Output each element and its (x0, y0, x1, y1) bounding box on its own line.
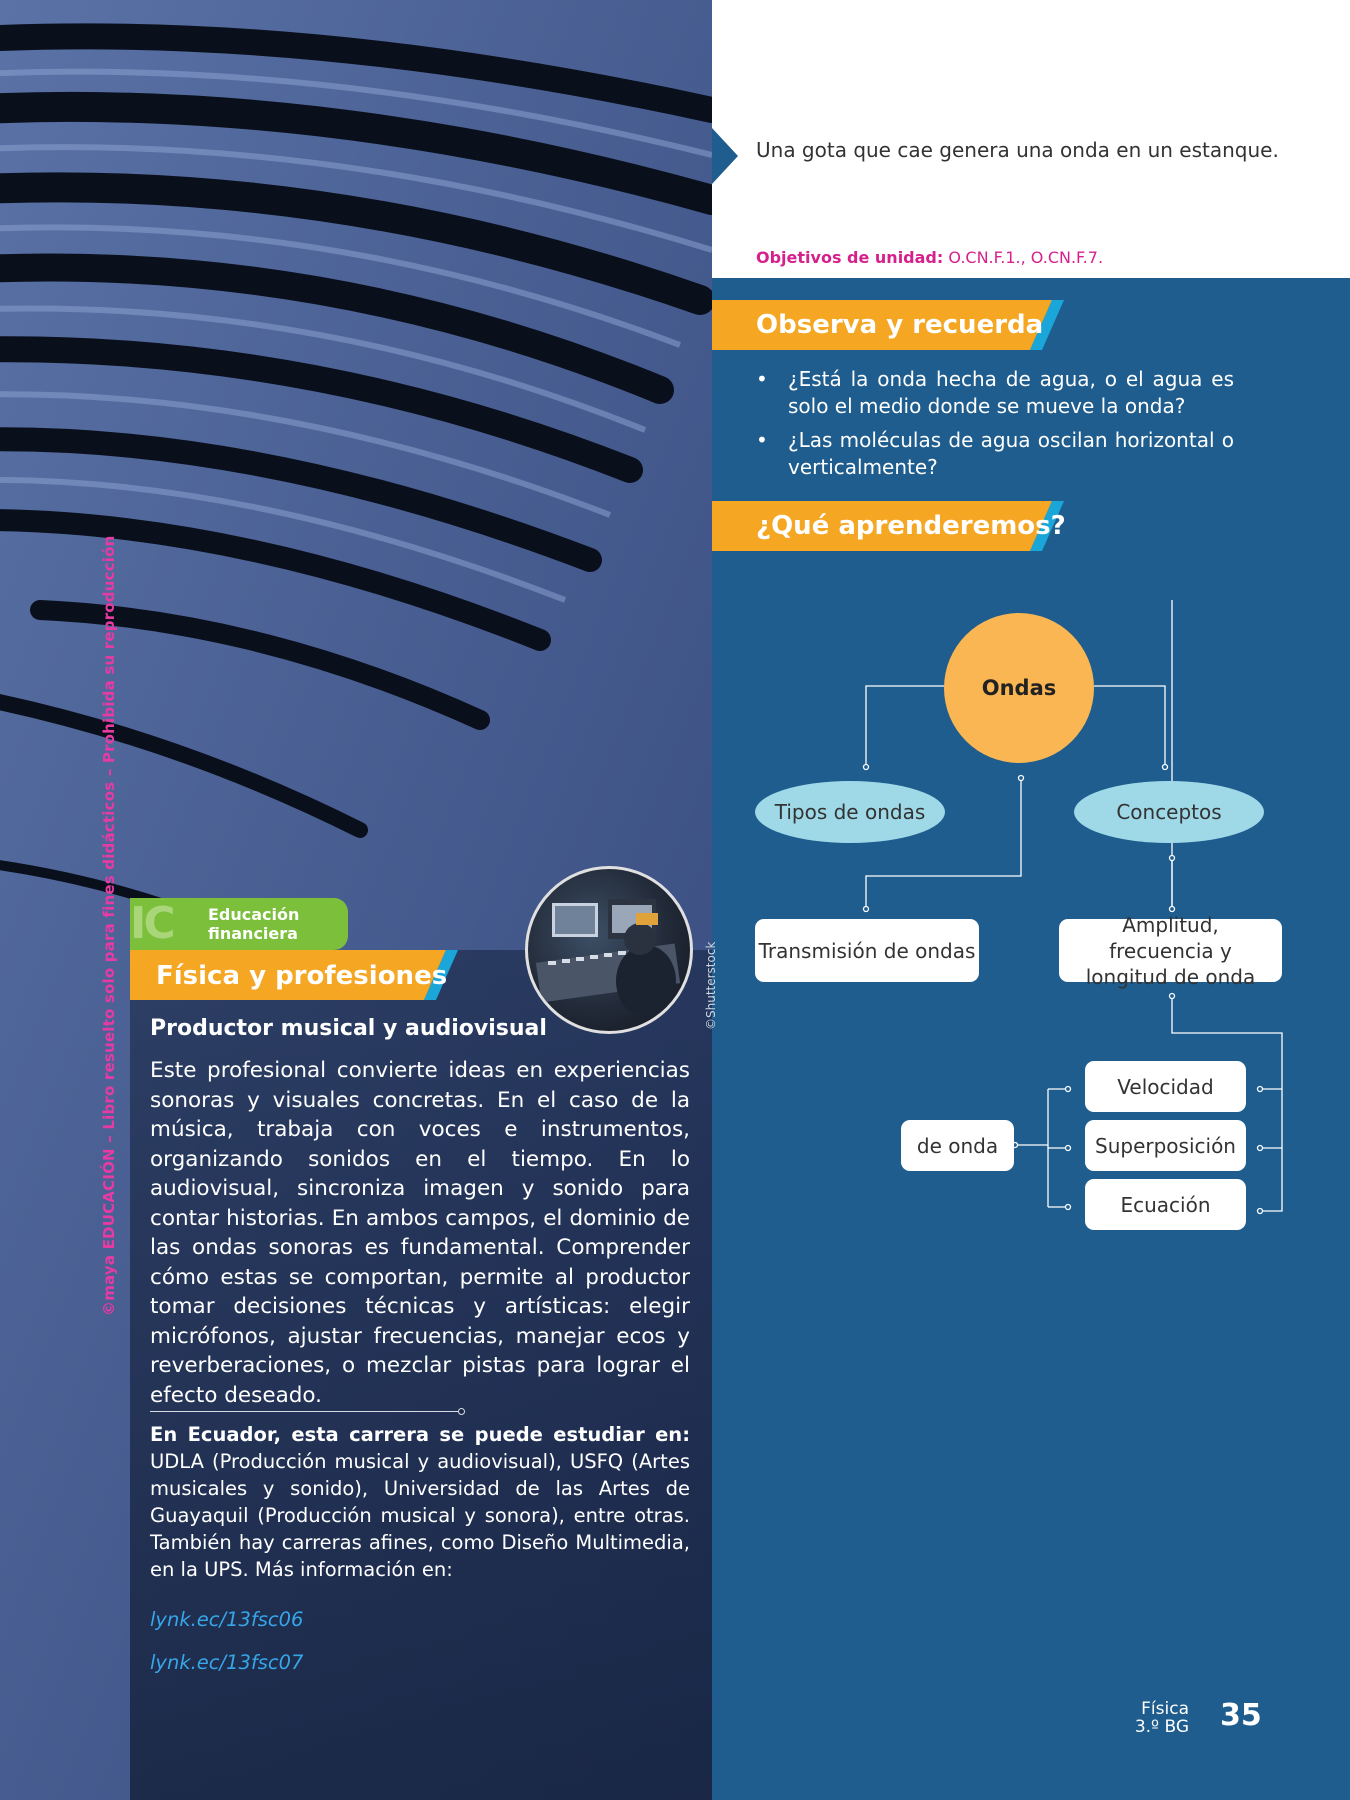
link-lynk-13fsc07[interactable]: lynk.ec/13fsc07 (150, 1651, 304, 1674)
studio-illustration (528, 869, 690, 1031)
objectives-value: O.CN.F.1., O.CN.F.7. (948, 248, 1104, 267)
concept-box-superposicion: Superposición (1085, 1120, 1246, 1171)
concept-box-velocidad: Velocidad (1085, 1061, 1246, 1112)
profession-body: Este profesional convierte ideas en experiencias sonoras y visuales concretas. En el caso de la música, trabaja con voces e instrumentos, organizando sonidos en el tiempo. En lo audiovisual, sincroniza imagen y sonido para contar historias. En ambos campos, el dominio de las ondas sonoras es fundamental. Comprender cómo estas se comportan, permite al productor tomar decisiones técnicas y artísticas: elegir micrófonos, ajustar frecuencias, manejar ecos y reverberaciones, o mezclar pistas para lograr el efecto deseado. (150, 1058, 690, 1408)
question-text: ¿Está la onda hecha de agua, o el agua es solo el medio donde se mueve la onda? (788, 367, 1234, 418)
footer-grade: 3.º BG (1134, 1717, 1189, 1737)
profession-title: Productor musical y audiovisual (150, 1016, 547, 1041)
photo-caption: Una gota que cae genera una onda en un estanque. (756, 138, 1279, 162)
music-studio-photo (525, 866, 693, 1034)
study-label: En Ecuador, esta carrera se puede estudiar en: (150, 1423, 690, 1446)
bullet: • (756, 367, 768, 391)
concept-map (712, 600, 1350, 1260)
photo-credit: ©Shutterstock (704, 941, 718, 1030)
footer-subject-name: Física (1141, 1699, 1189, 1719)
profession-banner-title: Física y profesiones (156, 961, 448, 991)
study-text: UDLA (Producción musical y audiovisual), USFQ (Artes musicales y sonido), Universidad de las Artes de Guayaquil (Producción musical y sonora), entre otras. También hay carreras afines, como Diseño Multimedia, en la UPS. Más información en: (150, 1450, 690, 1581)
question-text: ¿Las moléculas de agua oscilan horizontal o verticalmente? (788, 428, 1234, 479)
question-item (756, 366, 1234, 420)
concept-oval-conceptos: Conceptos (1074, 781, 1264, 843)
study-info (150, 1421, 690, 1583)
footer-subject (1100, 1700, 1189, 1736)
copyright-watermark: ©maya EDUCACIÓN – Libro resuelto solo para fines didácticos – Prohibida su reproducción (100, 535, 118, 1316)
page-number: 35 (1220, 1698, 1262, 1733)
profession-banner (130, 950, 470, 1000)
unit-objectives (756, 248, 1103, 267)
concept-box-de-onda: de onda (901, 1120, 1014, 1171)
aprenderemos-title: ¿Qué aprenderemos? (756, 511, 1066, 541)
divider-dot (458, 1408, 465, 1415)
concept-oval-tipos: Tipos de ondas (755, 781, 945, 843)
question-item (756, 427, 1234, 481)
link-lynk-13fsc06[interactable]: lynk.ec/13fsc06 (150, 1608, 304, 1631)
concept-box-ecuacion: Ecuación (1085, 1179, 1246, 1230)
aprenderemos-banner (712, 501, 1078, 551)
education-badge-text (208, 905, 299, 943)
concept-center-ondas: Ondas (944, 613, 1094, 763)
concept-box-transmision: Transmisión de ondas (755, 919, 979, 982)
badge-line-2: financiera (208, 924, 298, 943)
observa-title: Observa y recuerda (756, 310, 1044, 340)
observa-questions (756, 366, 1234, 488)
observa-banner (712, 300, 1078, 350)
bullet: • (756, 428, 768, 452)
divider-line (150, 1411, 460, 1412)
caption-arrow-icon (712, 128, 738, 184)
concept-box-amplitud: Amplitud, frecuencia y longitud de onda (1059, 919, 1282, 982)
ic-logo: IC (130, 898, 173, 949)
badge-line-1: Educación (208, 905, 300, 924)
objectives-label: Objetivos de unidad: (756, 248, 944, 267)
